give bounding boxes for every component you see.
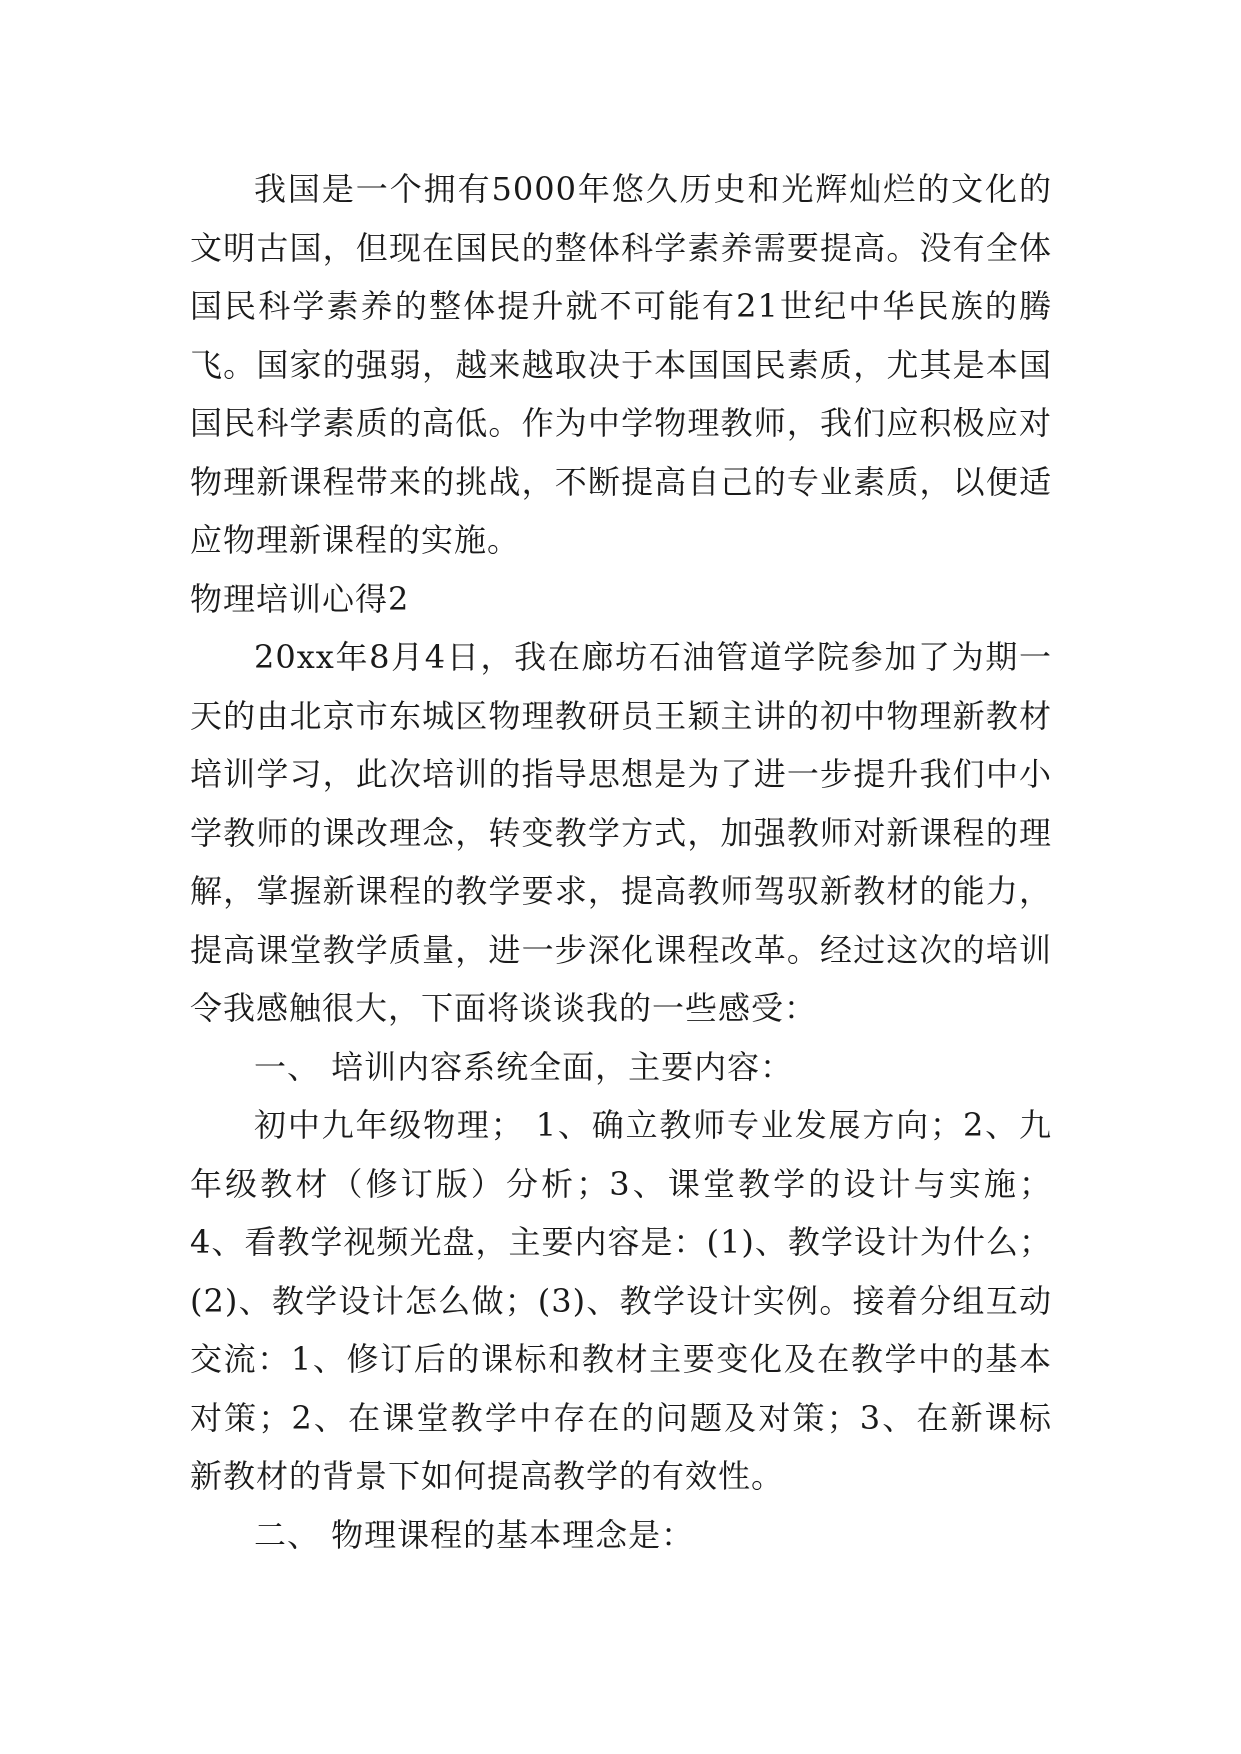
paragraph-training-date: 20xx年8月4日，我在廊坊石油管道学院参加了为期一天的由北京市东城区物理教研员王颖主讲的初中物理新教材培训学习，此次培训的指导思想是为了进一步提升我们中小学教师的课改理念，转变教学方式，加强教师对新课程的理解，掌握新课程的教学要求，提高教师驾驭新教材的能力，提高课堂教学质量，进一步深化课程改革。经过这次的培训令我感触很大，下面将谈谈我的一些感受： bbox=[190, 638, 1052, 1027]
paragraph-content-list: 初中九年级物理； 1、确立教师专业发展方向；2、九年级教材（修订版）分析；3、课堂教学的设计与实施；4、看教学视频光盘，主要内容是：(1)、教学设计为什么；(2)、教学设计怎么做；(3)、教学设计实例。接着分组互动交流：1、修订后的课标和教材主要变化及在教学中的基本对策；2、在课堂教学中存在的问题及对策；3、在新课标新教材的背景下如何提高教学的有效性。 bbox=[190, 1106, 1052, 1495]
section-heading: 物理培训心得2 bbox=[190, 579, 410, 618]
document-body bbox=[190, 160, 1052, 1564]
paragraph-point-two: 二、 物理课程的基本理念是： bbox=[254, 1515, 695, 1554]
paragraph-intro: 我国是一个拥有5000年悠久历史和光辉灿烂的文化的文明古国，但现在国民的整体科学素养需要提高。没有全体国民科学素养的整体提升就不可能有21世纪中华民族的腾飞。国家的强弱，越来越取决于本国国民素质，尤其是本国国民科学素质的高低。作为中学物理教师，我们应积极应对物理新课程带来的挑战，不断提高自己的专业素质，以便适应物理新课程的实施。 bbox=[190, 170, 1052, 559]
paragraph-point-one: 一、 培训内容系统全面，主要内容： bbox=[254, 1047, 794, 1086]
